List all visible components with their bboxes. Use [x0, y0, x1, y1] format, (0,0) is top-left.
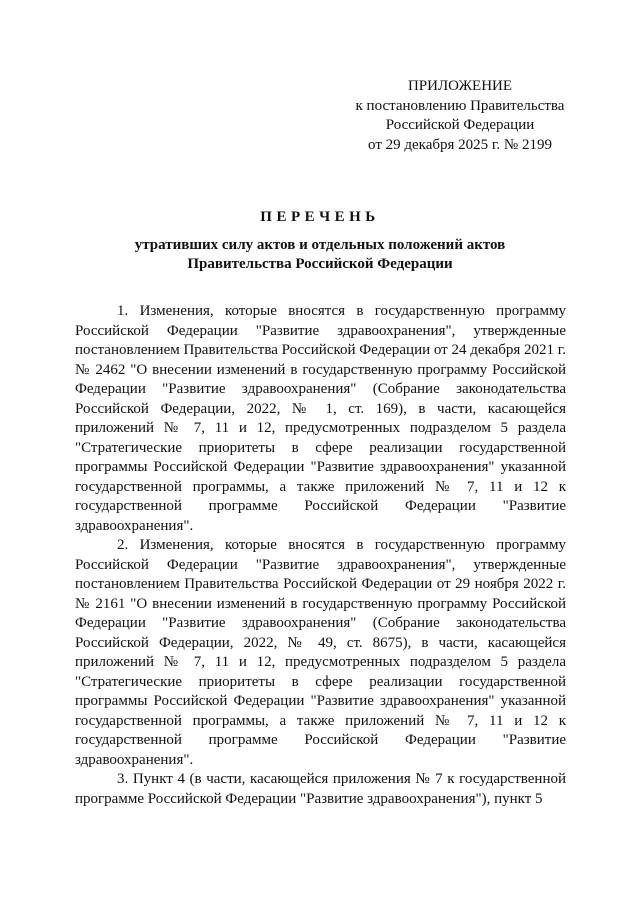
appendix-federation: Российской Федерации: [385, 117, 535, 133]
subtitle-line-2: Правительства Российской Федерации: [187, 256, 453, 272]
list-item-3: 3. Пункт 4 (в части, касающейся приложения № 7 к государственной программе Российской Федерации "Развитие здравоохранения"), пункт 5: [75, 771, 566, 807]
subtitle-line-1: утративших силу актов и отдельных положений актов: [134, 237, 506, 253]
list-item-2: 2. Изменения, которые вносятся в государственную программу Российской Федерации "Развитие здравоохранения", утвержденные постановлением Правительства Российской Федерации от 29 ноября 2022 г. № 2161 "О внесении изменений в государственную программу Российской Федерации "Развитие здравоохранения" (Собрание законодательства Российской Федерации, 2022, № 49, ст. 8675), в части, касающейся приложений № 7, 11 и 12, предусмотренных подразделом 5 раздела "Стратегические приоритеты в сфере реализации государственной программы Российской Федерации "Развитие здравоохранения" указанной государственной программы, а также приложений № 7, 11 и 12 к государственной программе Российской Федерации "Развитие здравоохранения".: [75, 537, 566, 768]
appendix-label: ПРИЛОЖЕНИЕ: [407, 78, 513, 94]
appendix-header: [330, 77, 590, 155]
document-body: [75, 302, 566, 809]
document-subtitle: [0, 236, 640, 274]
appendix-resolution-ref: к постановлению Правительства: [355, 97, 565, 114]
list-item-1: 1. Изменения, которые вносятся в государственную программу Российской Федерации "Развитие здравоохранения", утвержденные постановлением Правительства Российской Федерации от 24 декабря 2021 г. № 2462 "О внесении изменений в государственную программу Российской Федерации "Развитие здравоохранения" (Собрание законодательства Российской Федерации, 2022, № 1, ст. 169), в части, касающейся приложений № 7, 11 и 12, предусмотренных подразделом 5 раздела "Стратегические приоритеты в сфере реализации государственной программы Российской Федерации "Развитие здравоохранения" указанной государственной программы, а также приложений № 7, 11 и 12 к государственной программе Российской Федерации "Развитие здравоохранения".: [75, 303, 566, 534]
document-title: ПЕРЕЧЕНЬ: [260, 209, 380, 225]
appendix-date-number: от 29 декабря 2025 г. № 2199: [368, 136, 552, 153]
